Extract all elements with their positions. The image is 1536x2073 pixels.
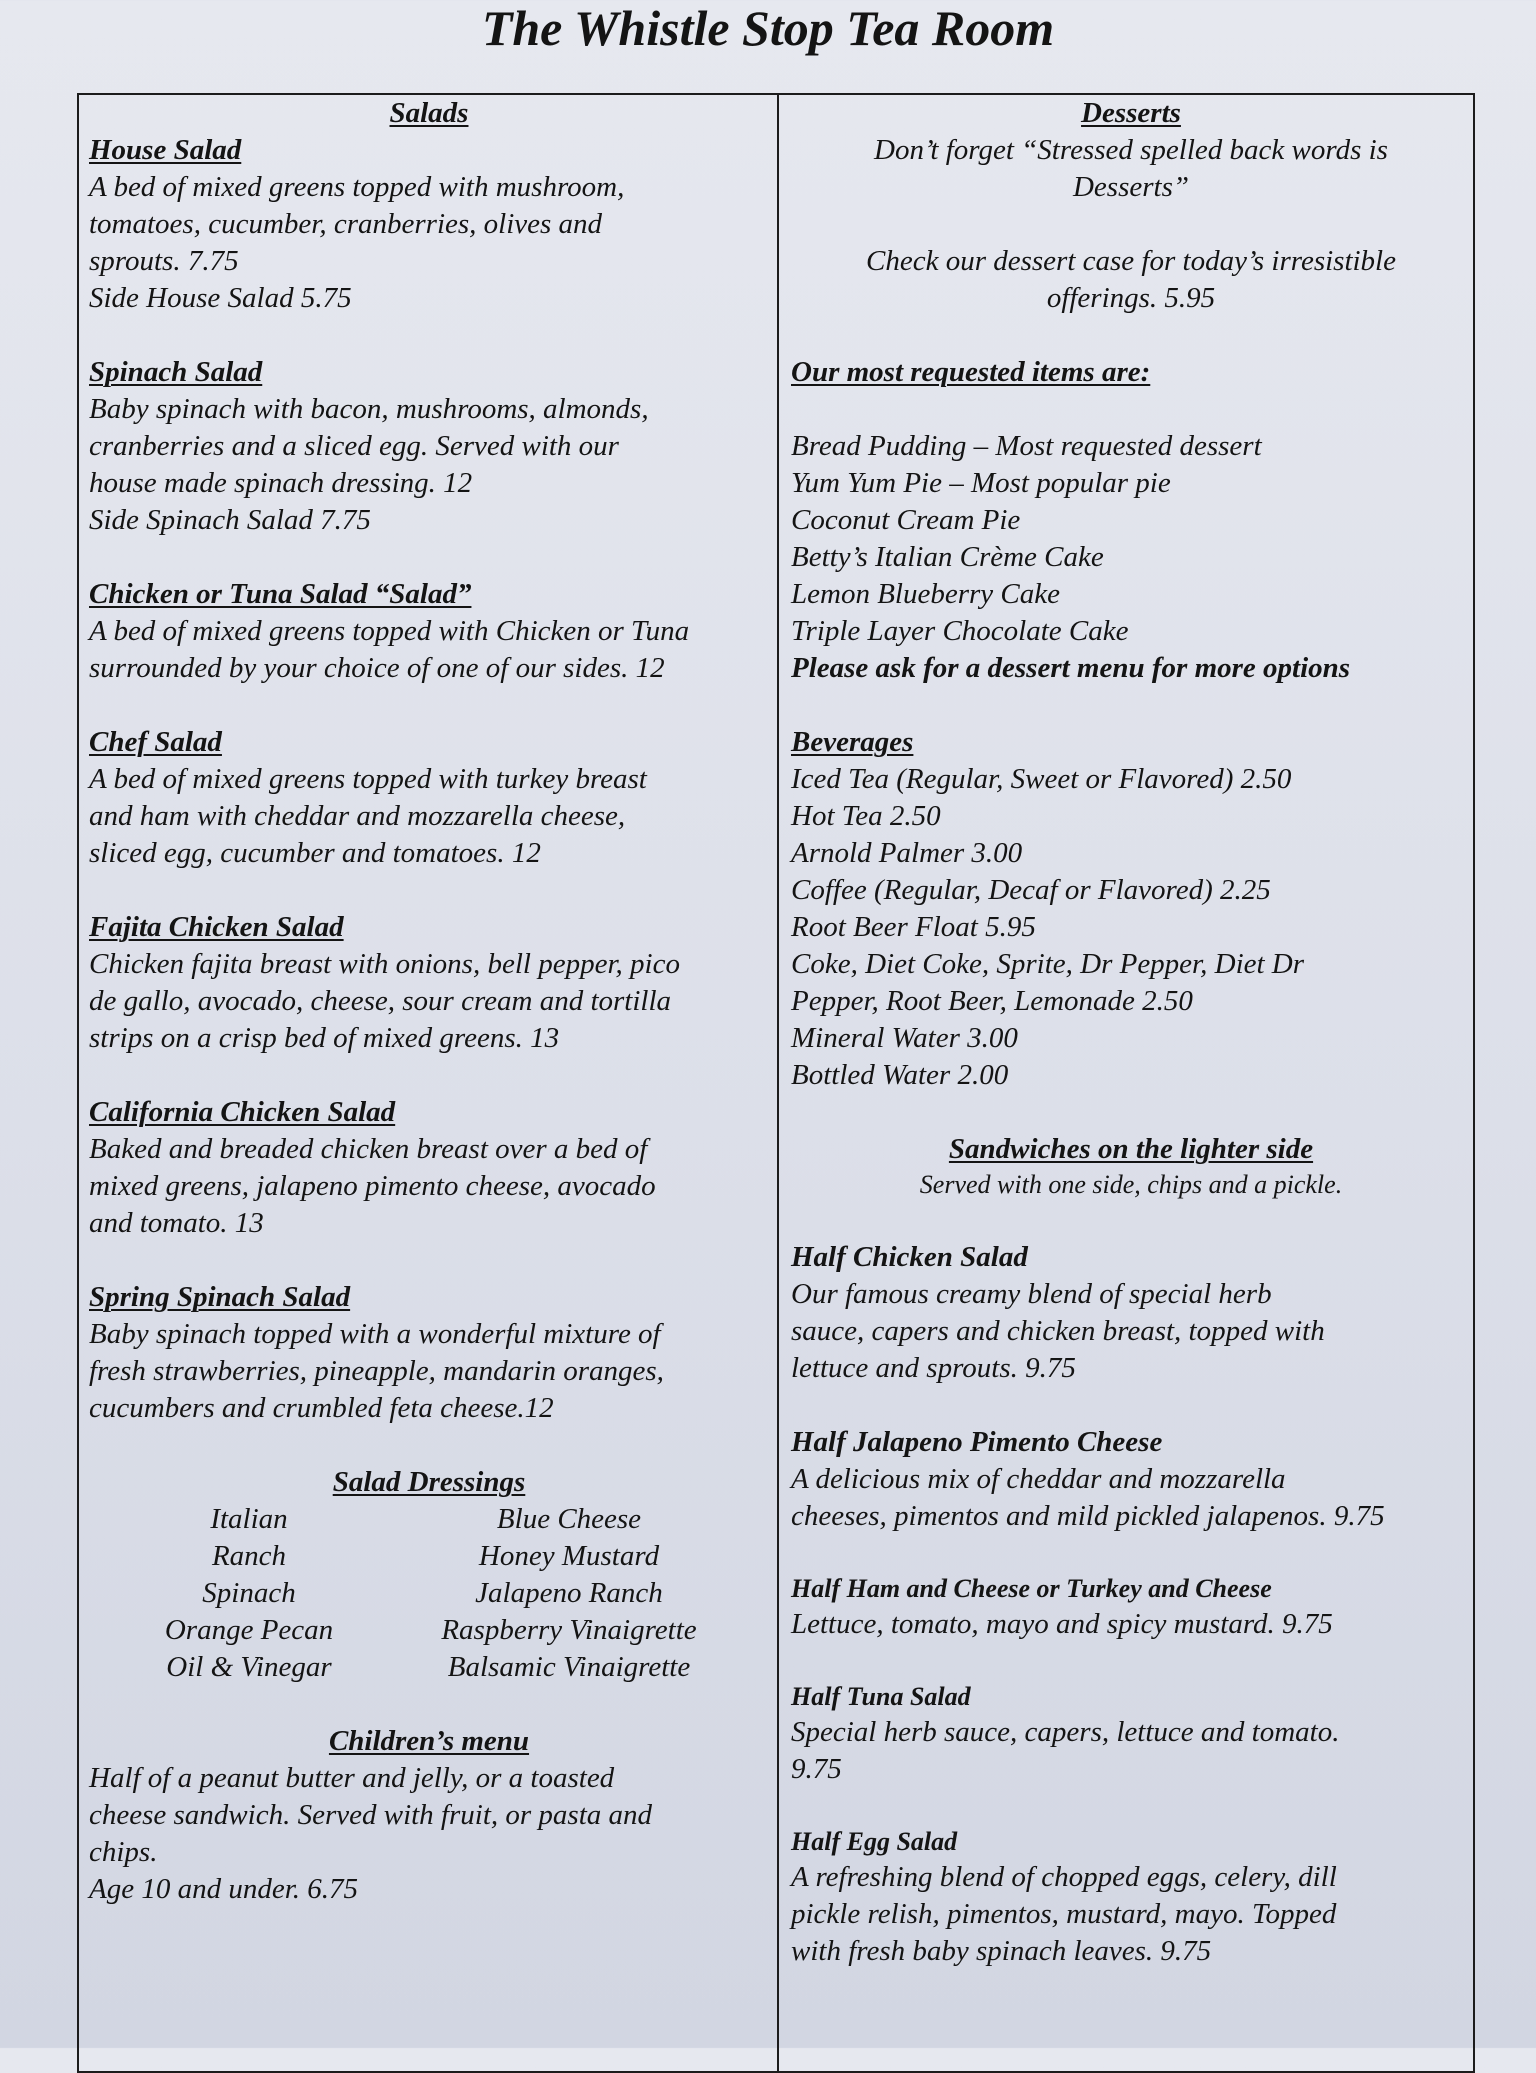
salad-line: surrounded by your choice of one of our sides. 12: [89, 652, 665, 684]
sandwiches-heading: Sandwiches on the lighter side: [948, 1133, 1314, 1165]
dessert-case-line: Check our dessert case for today’s irresistible: [865, 245, 1396, 277]
beverage-item: Iced Tea (Regular, Sweet or Flavored) 2.50: [791, 763, 1292, 795]
sandwich-line: sauce, capers and chicken breast, topped with: [791, 1315, 1325, 1347]
sandwich-item-ham-turkey: [791, 1572, 1471, 1643]
page-title: The Whistle Stop Tea Room: [481, 0, 1055, 56]
beverage-item: Pepper, Root Beer, Lemonade 2.50: [791, 985, 1193, 1017]
dressing-item: Balsamic Vinaigrette: [447, 1651, 691, 1683]
dressing-item: Spinach: [202, 1577, 296, 1609]
requested-items-heading: Our most requested items are:: [791, 356, 1151, 388]
sandwich-line: 9.75: [791, 1753, 842, 1785]
salad-line: sliced egg, cucumber and tomatoes. 12: [89, 837, 541, 869]
sandwiches-subheading: Served with one side, chips and a pickle.: [919, 1170, 1343, 1199]
dressing-item: Jalapeno Ranch: [475, 1577, 663, 1609]
salad-line: Side Spinach Salad 7.75: [89, 504, 371, 536]
children-menu-heading: Children’s menu: [328, 1725, 530, 1757]
salad-line: tomatoes, cucumber, cranberries, olives and: [89, 208, 603, 240]
salad-item-spring-spinach: [89, 1279, 769, 1427]
sandwich-name: Half Chicken Salad: [791, 1241, 1028, 1273]
right-column: [791, 95, 1471, 1970]
sandwich-line: with fresh baby spinach leaves. 9.75: [791, 1935, 1212, 1967]
children-line: cheese sandwich. Served with fruit, or pasta and: [89, 1799, 653, 1831]
beverage-item: Coffee (Regular, Decaf or Flavored) 2.25: [791, 874, 1271, 906]
sandwich-item-pimento-cheese: [791, 1424, 1471, 1535]
requested-item: Bread Pudding – Most requested dessert: [791, 430, 1262, 462]
desserts-heading: Desserts: [1081, 97, 1181, 129]
salad-line: Side House Salad 5.75: [89, 282, 352, 314]
dessert-menu-note: Please ask for a dessert menu for more options: [791, 652, 1351, 684]
requested-item: Coconut Cream Pie: [791, 504, 1021, 536]
children-line: Half of a peanut butter and jelly, or a toasted: [89, 1762, 615, 1794]
sandwich-name: Half Ham and Cheese or Turkey and Cheese: [791, 1574, 1272, 1603]
salad-line: Chicken fajita breast with onions, bell pepper, pico: [89, 948, 680, 980]
sandwich-name: Half Tuna Salad: [791, 1682, 971, 1711]
beverage-item: Bottled Water 2.00: [791, 1059, 1009, 1091]
salad-line: de gallo, avocado, cheese, sour cream and tortilla: [89, 985, 672, 1017]
menu-box: [77, 93, 1475, 2073]
dressing-item: Ranch: [211, 1540, 287, 1572]
salads-heading: Salads: [389, 97, 469, 129]
salad-line: cranberries and a sliced egg. Served with our: [89, 430, 619, 462]
beverage-item: Root Beer Float 5.95: [791, 911, 1036, 943]
dressing-item: Orange Pecan: [164, 1614, 334, 1646]
sandwich-item-chicken-salad: [791, 1239, 1471, 1387]
salad-line: Baby spinach with bacon, mushrooms, almonds,: [89, 393, 649, 425]
beverage-item: Mineral Water 3.00: [791, 1022, 1018, 1054]
sandwich-line: pickle relish, pimentos, mustard, mayo. Topped: [791, 1898, 1337, 1930]
sandwich-line: A delicious mix of cheddar and mozzarella: [791, 1463, 1286, 1495]
salad-line: and tomato. 13: [89, 1207, 264, 1239]
salad-item-chef: [89, 724, 769, 872]
salad-name: Chicken or Tuna Salad “Salad”: [89, 578, 472, 610]
salad-line: cucumbers and crumbled feta cheese.12: [89, 1392, 554, 1424]
sandwich-line: Special herb sauce, capers, lettuce and tomato.: [791, 1716, 1340, 1748]
desserts-quote-line: Desserts”: [1072, 171, 1189, 203]
sandwich-item-egg-salad: [791, 1825, 1471, 1970]
left-column: [89, 95, 769, 1908]
salad-line: mixed greens, jalapeno pimento cheese, avocado: [89, 1170, 656, 1202]
salad-line: house made spinach dressing. 12: [89, 467, 473, 499]
dressings-heading: Salad Dressings: [332, 1466, 526, 1498]
salad-item-fajita: [89, 909, 769, 1057]
salad-line: A bed of mixed greens topped with turkey breast: [89, 763, 647, 795]
salad-item-california: [89, 1094, 769, 1242]
beverages-heading: Beverages: [791, 726, 914, 758]
dessert-case-line: offerings. 5.95: [1046, 282, 1216, 314]
sandwich-name: Half Jalapeno Pimento Cheese: [791, 1426, 1163, 1458]
salad-name: California Chicken Salad: [89, 1096, 396, 1128]
salad-line: Baby spinach topped with a wonderful mixture of: [89, 1318, 661, 1350]
salad-line: sprouts. 7.75: [89, 245, 239, 277]
salad-item-house: [89, 132, 769, 317]
salad-item-spinach: [89, 354, 769, 539]
column-divider: [777, 95, 779, 2071]
salad-line: strips on a crisp bed of mixed greens. 13: [89, 1022, 560, 1054]
dressing-item: Honey Mustard: [478, 1540, 660, 1572]
salad-line: Baked and breaded chicken breast over a bed of: [89, 1133, 648, 1165]
children-line: chips.: [89, 1836, 158, 1868]
sandwich-line: Lettuce, tomato, mayo and spicy mustard. 9.75: [791, 1608, 1333, 1640]
requested-item: Yum Yum Pie – Most popular pie: [791, 467, 1171, 499]
salad-item-chicken-tuna: [89, 576, 769, 687]
requested-item: Betty’s Italian Crème Cake: [791, 541, 1104, 573]
dressings-grid: [89, 1501, 729, 1686]
salad-name: Fajita Chicken Salad: [89, 911, 344, 943]
requested-item: Triple Layer Chocolate Cake: [791, 615, 1129, 647]
salad-name: Spinach Salad: [89, 356, 263, 388]
requested-item: Lemon Blueberry Cake: [791, 578, 1060, 610]
salad-name: House Salad: [89, 134, 242, 166]
sandwich-line: Our famous creamy blend of special herb: [791, 1278, 1272, 1310]
salad-name: Spring Spinach Salad: [89, 1281, 351, 1313]
sandwich-name: Half Egg Salad: [791, 1827, 958, 1856]
sandwich-line: cheeses, pimentos and mild pickled jalapenos. 9.75: [791, 1500, 1385, 1532]
children-line: Age 10 and under. 6.75: [89, 1873, 359, 1905]
salad-name: Chef Salad: [89, 726, 222, 758]
dressing-item: Raspberry Vinaigrette: [441, 1614, 697, 1646]
dressing-item: Blue Cheese: [496, 1503, 642, 1535]
desserts-quote-line: Don’t forget “Stressed spelled back words is: [874, 134, 1388, 166]
sandwich-line: lettuce and sprouts. 9.75: [791, 1352, 1076, 1384]
salad-line: A bed of mixed greens topped with mushroom,: [89, 171, 625, 203]
sandwich-item-tuna-salad: [791, 1680, 1471, 1788]
salad-line: and ham with cheddar and mozzarella cheese,: [89, 800, 626, 832]
dressing-item: Italian: [210, 1503, 288, 1535]
salad-line: fresh strawberries, pineapple, mandarin oranges,: [89, 1355, 664, 1387]
dressing-item: Oil & Vinegar: [166, 1651, 332, 1683]
beverage-item: Hot Tea 2.50: [791, 800, 941, 832]
salad-line: A bed of mixed greens topped with Chicken or Tuna: [89, 615, 690, 647]
beverage-item: Arnold Palmer 3.00: [791, 837, 1023, 869]
beverage-item: Coke, Diet Coke, Sprite, Dr Pepper, Diet Dr: [791, 948, 1305, 980]
sandwich-line: A refreshing blend of chopped eggs, celery, dill: [791, 1861, 1337, 1893]
